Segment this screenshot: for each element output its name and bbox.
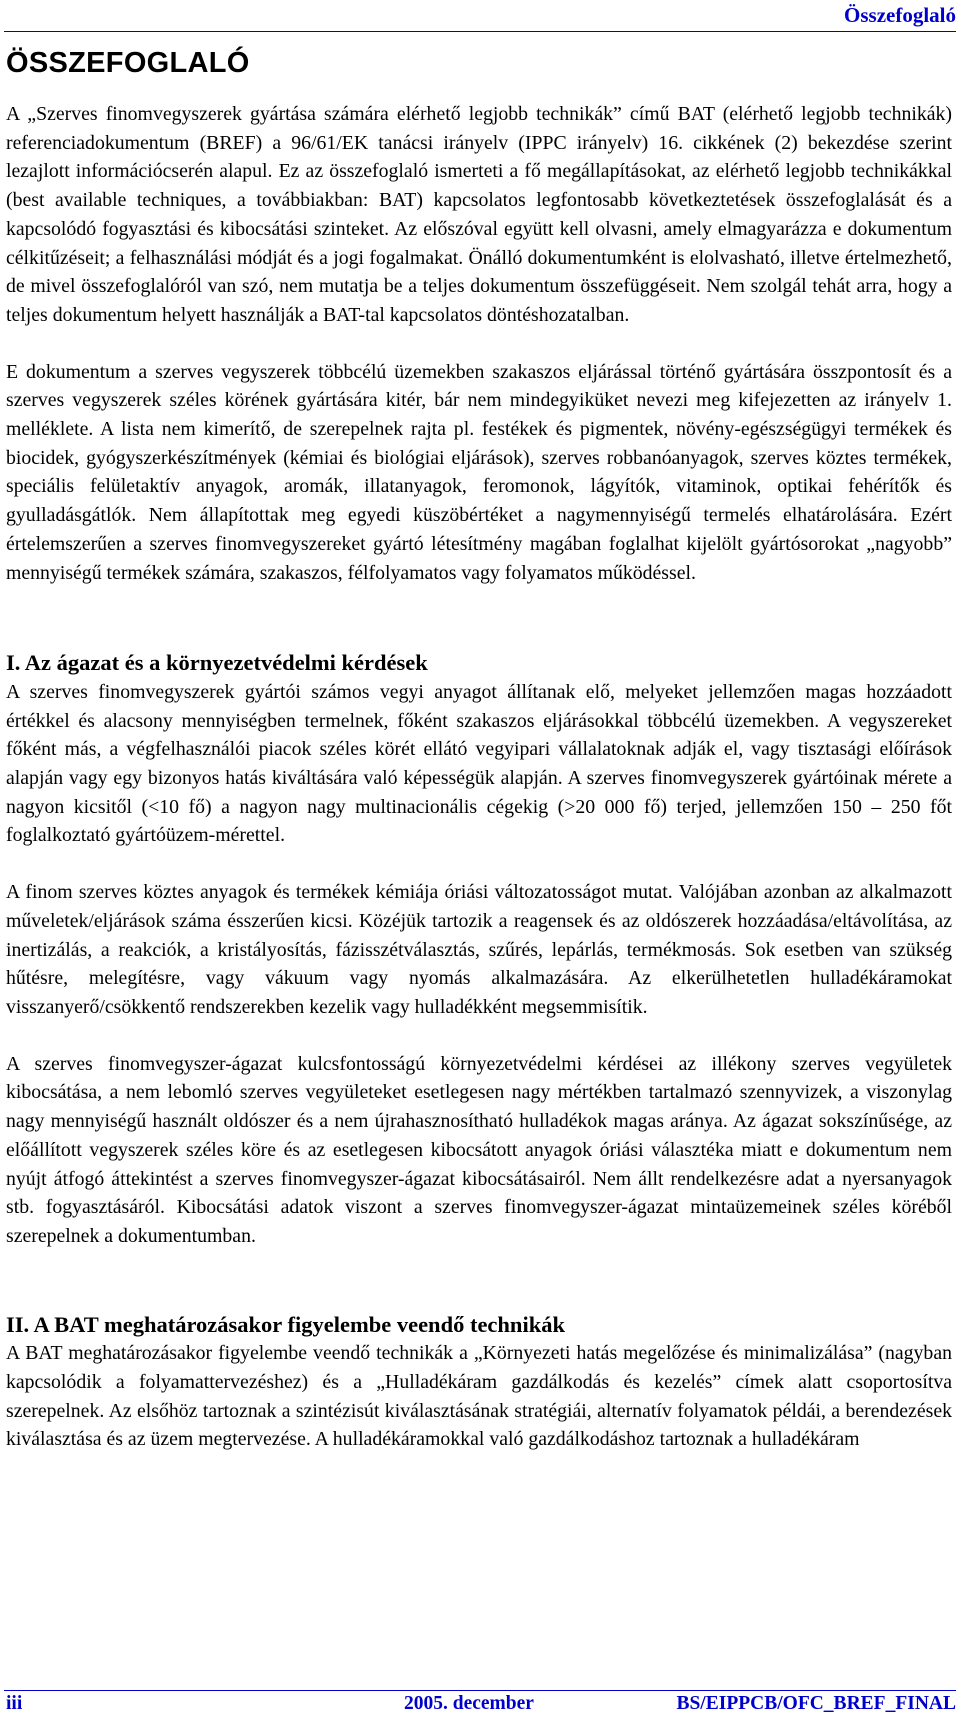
running-header-section: Összefoglaló [844,3,956,27]
page-title: ÖSSZEFOGLALÓ [6,47,250,79]
section-2-paragraph-1: A BAT meghatározásakor figyelembe veendő technikák a „Környezeti hatás megelőzése és minimalizálása” (nagyban kapcsolódik a folyamattervezéshez) és a „Hulladékáram gazdálkodás és kezelés” címek alatt csoportosítva szerepelnek. Az elsőhöz tartoznak a szintézisút kiválasztásának stratégiái, alternatív folyamatok példái, a berendezések kiválasztása és az üzem megtervezése. A hulladékáramokkal való gazdálkodáshoz tartoznak a hulladékáram [6,1342,952,1451]
footer-page-number: iii [6,1693,23,1714]
intro-paragraph-1: A „Szerves finomvegyszerek gyártása számára elérhető legjobb technikák” című BAT (elérhető legjobb technikák) referenciadokumentum (BREF) a 96/61/EK tanácsi irányelv (IPPC irányelv) 16. cikkének (2) bekezdése szerint lezajlott információcserén alapul. Ez az összefoglaló ismerteti a fő megállapításokat, az elérhető legjobb technikákkal (best available techniques, a továbbiakban: BAT) kapcsolatos legfontosabb következtetések összefoglalását és a kapcsolódó fogyasztási és kibocsátási szinteket. Az előszóval együtt kell olvasni, amely elmagyarázza e dokumentum célkitűzéseit; a felhasználási módját és a jogi fogalmakat. Önálló dokumentumként is elolvasható, illetve értelmezhető, de mivel összefoglalóról van szó, nem mutatja be a teljes dokumentum összefüggéseit. Nem szolgál tehát arra, hogy a teljes dokumentum helyett használják a BAT-tal kapcsolatos döntéshozatalban. [6,103,952,326]
header-divider [4,31,956,32]
section-2-heading: II. A BAT meghatározásakor figyelembe veendő technikák [6,1311,565,1337]
document-body [6,100,952,1454]
section-1-heading: I. Az ágazat és a környezetvédelmi kérdések [6,650,428,676]
section-1-paragraph-1: A szerves finomvegyszerek gyártói számos vegyi anyagot állítanak elő, melyeket jellemzően magas hozzáadott értékkel és alacsony mennyiségben termelnek, főként szakaszos eljárásokkal többcélú üzemekben. A vegyszereket főként más, a végfelhasználói piacok széles körét ellátó vegyipari vállalatoknak adják el, vagy tisztasági előírások alapján vagy egy bizonyos hatás kiváltására való képességük alapján. A szerves finomvegyszerek gyártóinak mérete a nagyon kicsitől (<10 fő) a nagyon nagy multinacionális cégekig (>20 000 fő) terjed, jellemzően 150 – 250 főt foglalkoztató gyártóüzem-mérettel. [6,680,952,847]
footer-document-code: BS/EIPPCB/OFC_BREF_FINAL [676,1693,956,1714]
section-1-paragraph-3: A szerves finomvegyszer-ágazat kulcsfontosságú környezetvédelmi kérdései az illékony szerves vegyületek kibocsátása, a nem lebomló szerves vegyületeket esetlegesen nagy mértékben tartalmazó szennyvizek, a viszonylag nagy mennyiségű használt oldószer és a nem újrahasznosítható hulladékok magas aránya. Az ágazat sokszínűsége, az előállított vegyszerek széles köre és az esetlegesen kibocsátott anyagok óriási választéka miatt e dokumentum nem nyújt átfogó áttekintést a szerves finomvegyszer-ágazat kibocsátásairól. Nem állt rendelkezésre adat a nyersanyagok stb. fogyasztásáról. Kibocsátási adatok viszont a szerves finomvegyszer-ágazat mintaüzemeinek széles köréből szerepelnek a dokumentumban. [6,1052,952,1247]
intro-paragraph-2: E dokumentum a szerves vegyszerek többcélú üzemekben szakaszos eljárással történő gyártására összpontosít és a szerves vegyszerek széles körének gyártására kitér, bár nem mindegyiküket nevezi meg kifejezetten az irányelv 1. melléklete. A lista nem kimerítő, de szerepelnek rajta pl. festékek és pigmentek, növény-egészségügyi termékek és biocidek, gyógyszerkészítmények (kémiai és biológiai eljárások), szerves robbanóanyagok, szerves köztes termékek, speciális felületaktív anyagok, aromák, illatanyagok, feromonok, lágyítók, vitaminok, optikai fehérítők és gyulladásgátlók. Nem állapítottak meg egyedi küszöbértéket a nagymennyiségű termelés elhatárolására. Ezért értelemszerűen a szerves finomvegyszereket gyártó létesítmény magában foglalhat kijelölt gyártósorokat „nagyobb” mennyiségű termékek számára, szakaszos, félfolyamatos vagy folyamatos működéssel. [6,360,952,584]
footer-date: 2005. december [404,1693,534,1714]
section-1-paragraph-2: A finom szerves köztes anyagok és termékek kémiája óriási változatosságot mutat. Valójában azonban az alkalmazott műveletek/eljárások száma ésszerűen kicsi. Közéjük tartozik a reagensek és az oldószerek hozzáadása/eltávolítása, az inertizálás, a reakciók, a kristályosítás, fázisszétválasztás, szűrés, lepárlás, termékmosás. Sok esetben van szükség hűtésre, melegítésre, vagy vákuum vagy nyomás alkalmazására. Az elkerülhetetlen hulladékáramokat visszanyerő/csökkentő rendszerekben kezelik vagy hulladékként megsemmisítik. [6,881,952,1018]
footer-divider [4,1690,956,1691]
